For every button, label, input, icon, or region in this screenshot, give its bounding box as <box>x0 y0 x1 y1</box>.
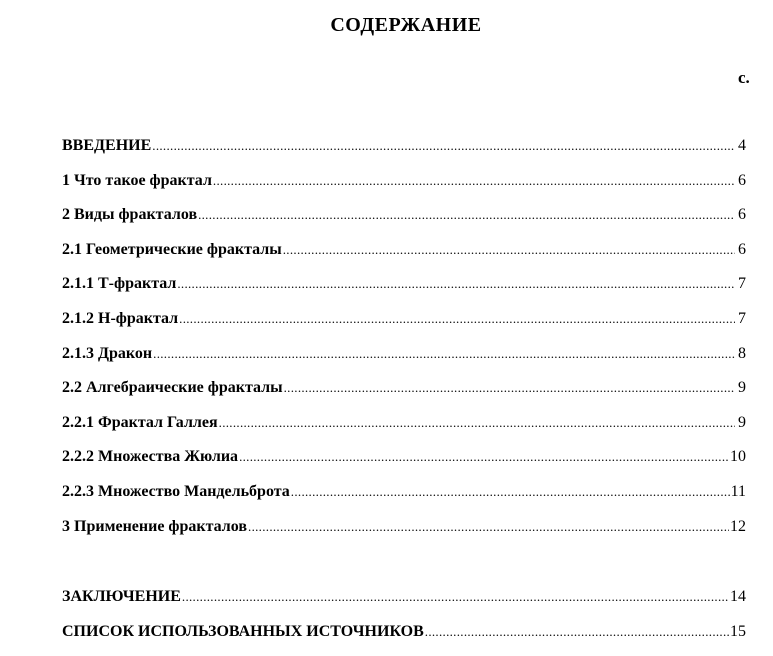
toc-entry-page: 9 <box>738 413 746 431</box>
dot-leader <box>248 517 729 537</box>
table-of-contents <box>62 136 746 656</box>
dot-leader <box>179 309 735 329</box>
toc-entry-2-2-2 <box>62 447 746 482</box>
toc-entry-text: 2.1.2 Н-фрактал <box>62 309 179 327</box>
toc-entry-page: 7 <box>738 309 746 327</box>
toc-entry-2-1 <box>62 240 746 275</box>
toc-entry-2-1-2 <box>62 309 746 344</box>
toc-entry-page: 15 <box>730 622 746 640</box>
toc-entry-page: 8 <box>738 344 746 362</box>
dot-leader <box>284 378 735 398</box>
dot-leader <box>177 274 735 294</box>
toc-entry-2-2 <box>62 378 746 413</box>
toc-entry-text: 2.1 Геометрические фракталы <box>62 240 282 258</box>
toc-entry-page: 11 <box>730 482 746 500</box>
toc-entry-page: 6 <box>738 206 746 224</box>
toc-entry-2 <box>62 205 746 240</box>
dot-leader <box>198 205 735 225</box>
toc-entry-page: 10 <box>730 448 746 466</box>
toc-entry-text: 1 Что такое фрактал <box>62 171 212 189</box>
dot-leader <box>152 136 735 156</box>
dot-leader <box>219 413 735 433</box>
toc-entry-text: 2.1.1 Т-фрактал <box>62 275 177 293</box>
toc-entry-page: 6 <box>738 171 746 189</box>
toc-entry-2-1-3 <box>62 344 746 379</box>
dot-leader <box>239 447 729 467</box>
toc-entry-2-2-3 <box>62 482 746 517</box>
toc-entry-page: 7 <box>738 275 746 293</box>
page-column-label: с. <box>738 68 750 87</box>
toc-entry-2-2-1 <box>62 413 746 448</box>
toc-entry-text: 2 Виды фракталов <box>62 206 198 224</box>
dot-leader <box>153 344 735 364</box>
toc-entry-2-1-1 <box>62 274 746 309</box>
toc-entry-references <box>62 622 746 656</box>
toc-entry-text: ВВЕДЕНИЕ <box>62 137 152 154</box>
toc-entry-1 <box>62 171 746 206</box>
toc-entry-text: 2.2 Алгебраические фракталы <box>62 379 283 397</box>
dot-leader <box>425 622 729 642</box>
toc-entry-text: ЗАКЛЮЧЕНИЕ <box>62 588 181 606</box>
toc-entry-text: 2.1.3 Дракон <box>62 344 153 362</box>
toc-entry-page: 6 <box>738 240 746 258</box>
toc-entry-page: 9 <box>738 379 746 397</box>
dot-leader <box>291 482 730 502</box>
toc-entry-page: 4 <box>738 137 746 154</box>
toc-entry-text: 3 Применение фракталов <box>62 517 248 535</box>
toc-entry-text: 2.2.1 Фрактал Галлея <box>62 413 218 431</box>
page-title: СОДЕРЖАНИЕ <box>330 14 482 36</box>
toc-entry-introduction <box>62 136 746 171</box>
dot-leader <box>283 240 735 260</box>
toc-entry-3 <box>62 517 746 552</box>
dot-leader <box>213 171 735 191</box>
toc-entry-page: 14 <box>730 588 746 606</box>
toc-entry-conclusion <box>62 587 746 622</box>
dot-leader <box>182 587 729 607</box>
toc-entry-text: СПИСОК ИСПОЛЬЗОВАННЫХ ИСТОЧНИКОВ <box>62 622 424 640</box>
toc-entry-page: 12 <box>730 517 746 535</box>
toc-entry-text: 2.2.2 Множества Жюлиа <box>62 448 239 466</box>
toc-entry-text: 2.2.3 Множество Мандельброта <box>62 482 290 500</box>
